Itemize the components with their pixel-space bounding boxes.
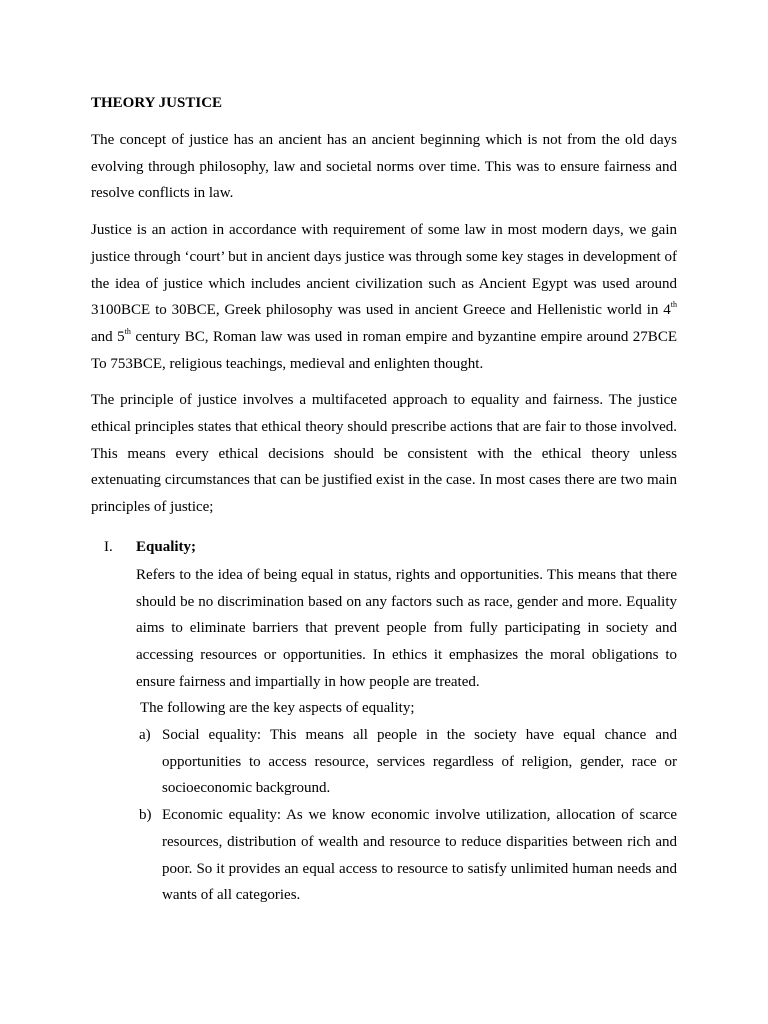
document-page <box>91 93 677 909</box>
list-item-text: Social equality: This means all people in the society have equal chance and opportunities to access resource, services regardless of religion, gender, race or socioeconomic background. <box>162 727 677 797</box>
paragraph-history-text-2: and 5 <box>91 328 125 345</box>
superscript-th-1: th <box>670 300 677 310</box>
section-heading: Equality; <box>136 538 197 555</box>
paragraph-history-text-3: century BC, Roman law was used in roman empire and byzantine empire around 27BCE To 753BCE, religious teachings, medieval and enlighten thought. <box>91 328 677 372</box>
list-item-letter: a) <box>139 727 151 744</box>
key-aspects-lead: The following are the key aspects of equality; <box>140 700 415 717</box>
list-item-letter: b) <box>139 807 152 824</box>
superscript-th-2: th <box>124 326 131 336</box>
list-item-social-equality <box>139 722 677 802</box>
paragraph-concept: The concept of justice has an ancient has an ancient beginning which is not from the old days evolving through philosophy, law and societal norms over time. This was to ensure fairness and resolve conflicts in law. <box>91 132 677 202</box>
paragraph-history <box>91 217 677 377</box>
list-item-text: Economic equality: As we know economic involve utilization, allocation of scarce resources, distribution of wealth and resource to reduce disparities between rich and poor. So it provides an equal access to resource to satisfy unlimited human needs and wants of all categories. <box>162 807 677 904</box>
paragraph-history-text-1: Justice is an action in accordance with requirement of some law in most modern days, we gain justice through ‘court’ but in ancient days justice was through some key stages in development of the idea of justice which includes ancient civilization such as Ancient Egypt was used around 3100BCE to 30BCE, Greek philosophy was used in ancient Greece and Hellenistic world in 4 <box>91 222 677 319</box>
section-numeral: I. <box>104 538 113 555</box>
list-item-economic-equality <box>139 802 677 909</box>
paragraph-principle: The principle of justice involves a multifaceted approach to equality and fairness. The justice ethical principles states that ethical theory should prescribe actions that are fair to those involved. This means every ethical decisions should be consistent with the ethical theory unless extenuating circumstances that can be justified exist in the case. In most cases there are two main principles of justice; <box>91 392 677 516</box>
document-title: THEORY JUSTICE <box>91 95 223 111</box>
section-body: Refers to the idea of being equal in status, rights and opportunities. This means that there should be no discrimination based on any factors such as race, gender and more. Equality aims to eliminate barriers that prevent people from fully participating in society and accessing resources or opportunities. In ethics it emphasizes the moral obligations to ensure fairness and impartially in how people are treated. <box>136 566 677 690</box>
section-equality <box>91 537 677 909</box>
